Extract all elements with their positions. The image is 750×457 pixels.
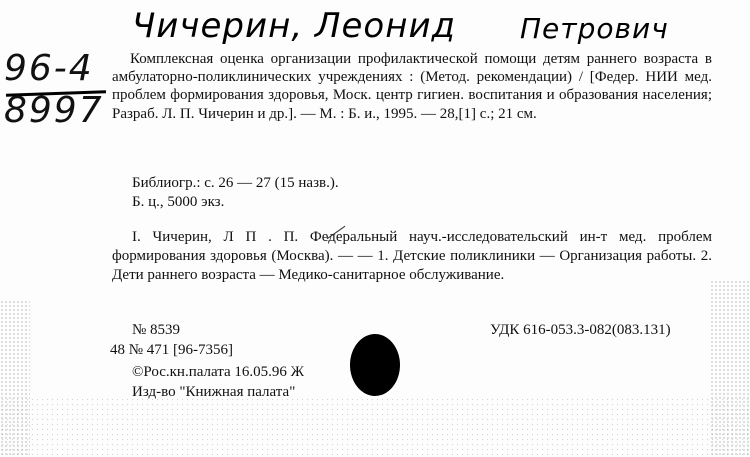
tracing-text: I. Чичерин, Л П . П. Федеральный науч.-исследовательский ин-т мед. проблем формирования здоровья (Москва). — — 1. Детские поликлиники — Организация работы. 2. Дети раннего возраста — Медико-санитарное обслуживание. — [112, 229, 712, 283]
tracing-block — [112, 228, 712, 285]
udk-index: УДК 616-053.3-082(083.131) — [490, 322, 671, 338]
bibliography-note: Библиогр.: с. 26 — 27 (15 назв.). — [132, 175, 339, 191]
description-text: Комплексная оценка организации профилактической помощи детям раннего возраста в амбулаторно-поликлинических учреждениях : (Метод. рекомендации) / [Федер. НИИ мед. проблем формирования здоровья, Моск. центр гигиен. воспитания и образования населения; Разраб. Л. П. Чичерин и др.]. — М. : Б. и., 1995. — 28,[1] с.; 21 см. — [112, 51, 712, 122]
scan-noise-right — [710, 280, 750, 457]
bibliographic-description — [112, 50, 712, 123]
scan-noise-left — [0, 300, 30, 457]
notes-block — [132, 174, 339, 212]
shelfmark-top: 96-4 — [4, 48, 94, 89]
copyright-line: ©Рос.кн.палата 16.05.96 Ж — [132, 364, 305, 380]
scan-noise — [0, 397, 750, 457]
publisher-line: Изд-во "Книжная палата" — [132, 384, 296, 400]
shelfmark-bottom: 8997 — [4, 90, 104, 131]
handwritten-patronymic: Петрович — [520, 12, 669, 45]
registration-number: 48 № 471 [96-7356] — [110, 342, 234, 358]
ink-stamp-blot — [350, 334, 400, 396]
handwritten-author: Чичерин, Леонид — [132, 6, 457, 46]
card-number: № 8539 — [132, 322, 181, 338]
price-run-note: Б. ц., 5000 экз. — [132, 194, 225, 210]
